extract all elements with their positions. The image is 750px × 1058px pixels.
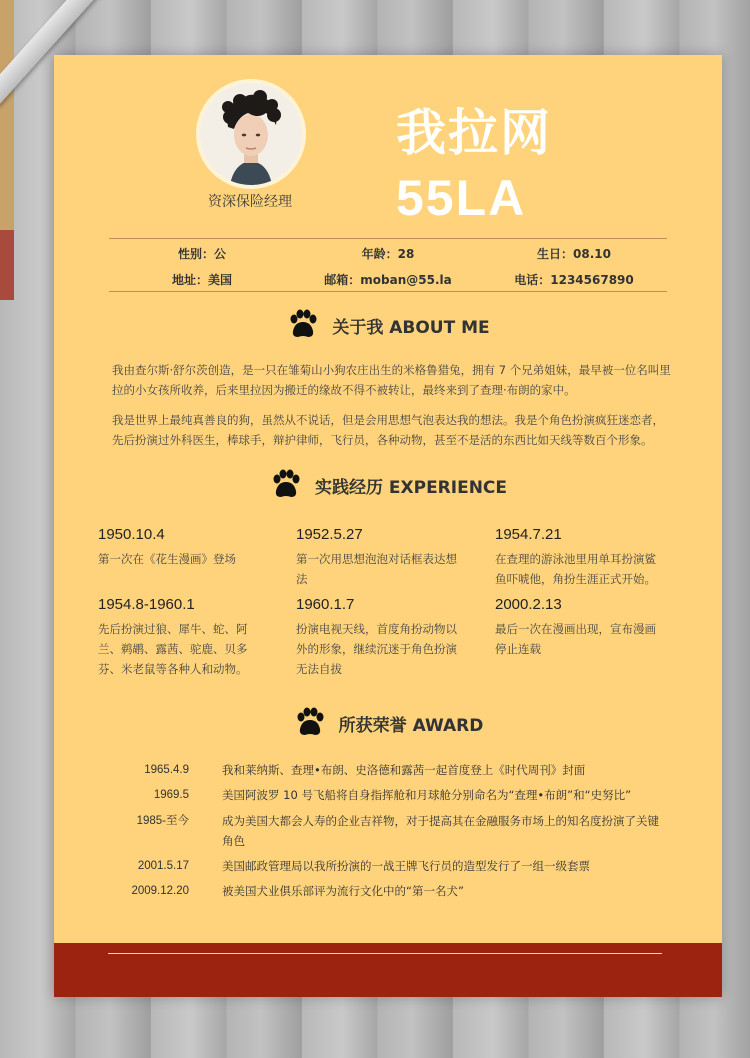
award-text: 成为美国大都会人寿的企业吉祥物，对于提高其在金融服务市场上的知名度扮演了关键角色 [222, 814, 659, 848]
award-year: 1985-至今 [136, 815, 189, 827]
experience-date: 1954.7.21 [495, 526, 562, 543]
experience-text: 第一次在《花生漫画》登场 [98, 552, 236, 566]
experience-text: 最后一次在漫画出现，宣布漫画停止连载 [495, 622, 656, 656]
background-strip-gold [0, 0, 14, 230]
phone-field: 电话：1234567890 [514, 273, 634, 287]
portrait-image [200, 83, 302, 185]
experience-date: 1954.8-1960.1 [98, 596, 195, 613]
address-field: 地址：美国 [171, 273, 232, 287]
award-year: 1965.4.9 [144, 764, 189, 776]
award-text: 美国邮政管理局以我所扮演的一战王牌飞行员的造型发行了一组一级套票 [222, 859, 590, 873]
experience-item [98, 596, 270, 679]
name-english: 55LA [396, 170, 527, 226]
award-section-header [54, 707, 722, 739]
gender-field: 性别：公 [177, 247, 226, 261]
about-section-header [54, 309, 722, 341]
award-row [114, 856, 674, 876]
experience-date: 1950.10.4 [98, 526, 165, 543]
award-title: 所获荣誉 AWARD [338, 715, 484, 736]
email-field: 邮箱：moban@55.la [324, 273, 452, 287]
experience-text: 第一次用思想泡泡对话框表达想法 [296, 552, 457, 586]
experience-date: 1960.1.7 [296, 596, 355, 613]
experience-section-header [54, 469, 722, 501]
avatar [196, 79, 306, 189]
experience-title: 实践经历 EXPERIENCE [314, 477, 508, 498]
name-chinese: 我拉网 [396, 104, 552, 162]
info-row-2 [109, 271, 667, 288]
birthday-field: 生日：08.10 [537, 247, 611, 261]
award-row [114, 760, 674, 780]
info-row-1 [109, 245, 667, 262]
about-title: 关于我 ABOUT ME [332, 317, 490, 338]
award-text: 被美国犬业俱乐部评为流行文化中的“第一名犬” [222, 884, 464, 898]
experience-item [98, 526, 270, 569]
award-year: 2009.12.20 [131, 885, 189, 897]
age-field: 年龄：28 [361, 247, 415, 261]
award-text: 我和莱纳斯、查理•布朗、史洛德和露茜一起首度登上《时代周刊》封面 [222, 763, 586, 777]
experience-item [296, 526, 468, 589]
experience-item [495, 596, 667, 659]
about-paragraph-2: 我是世界上最纯真善良的狗，虽然从不说话，但是会用思想气泡表达我的想法。我是个角色扮演疯狂迷恋者，先后扮演过外科医生，棒球手，辩护律师，飞行员，各种动物，甚至不是活的东西比如天线等数百个形象。 [112, 413, 664, 447]
footer-divider [108, 953, 662, 954]
footer-bar [54, 943, 722, 997]
experience-text: 在查理的游泳池里用单耳扮演鲨鱼吓唬他，角扮生涯正式开始。 [495, 552, 656, 586]
experience-item [495, 526, 667, 589]
divider-top [109, 238, 667, 239]
experience-text: 先后扮演过狼、犀牛、蛇、阿兰、鹈鹕、露茜、驼鹿、贝多芬、米老鼠等各种人和动物。 [98, 622, 248, 676]
divider-bottom [109, 291, 667, 292]
paw-icon [269, 469, 303, 501]
experience-text: 扮演电视天线，首度角扮动物以外的形象，继续沉迷于角色扮演无法自拔 [296, 622, 457, 676]
award-row [114, 785, 674, 805]
resume-paper [54, 55, 722, 997]
experience-date: 2000.2.13 [495, 596, 562, 613]
paw-icon [293, 707, 327, 739]
paw-icon [286, 309, 320, 341]
about-paragraph-1: 我由查尔斯·舒尔茨创造，是一只在雏菊山小狗农庄出生的米格鲁猎兔，拥有 7 个兄弟姐妹，最早被一位名叫里拉的小女孩所收养，后来里拉因为搬迁的缘故不得不被转让，最终来到了查理·布朗的家中。 [112, 363, 671, 397]
award-year: 2001.5.17 [137, 860, 189, 872]
background-strip-red [0, 230, 14, 300]
experience-item [296, 596, 468, 679]
award-year: 1969.5 [153, 789, 189, 801]
award-row [114, 881, 674, 901]
award-row [114, 811, 674, 851]
award-text: 美国阿波罗 10 号飞船将自身指挥舱和月球舱分别命名为“查理•布朗”和“史努比” [222, 788, 632, 802]
experience-date: 1952.5.27 [296, 526, 363, 543]
job-title: 资深保险经理 [208, 194, 292, 210]
